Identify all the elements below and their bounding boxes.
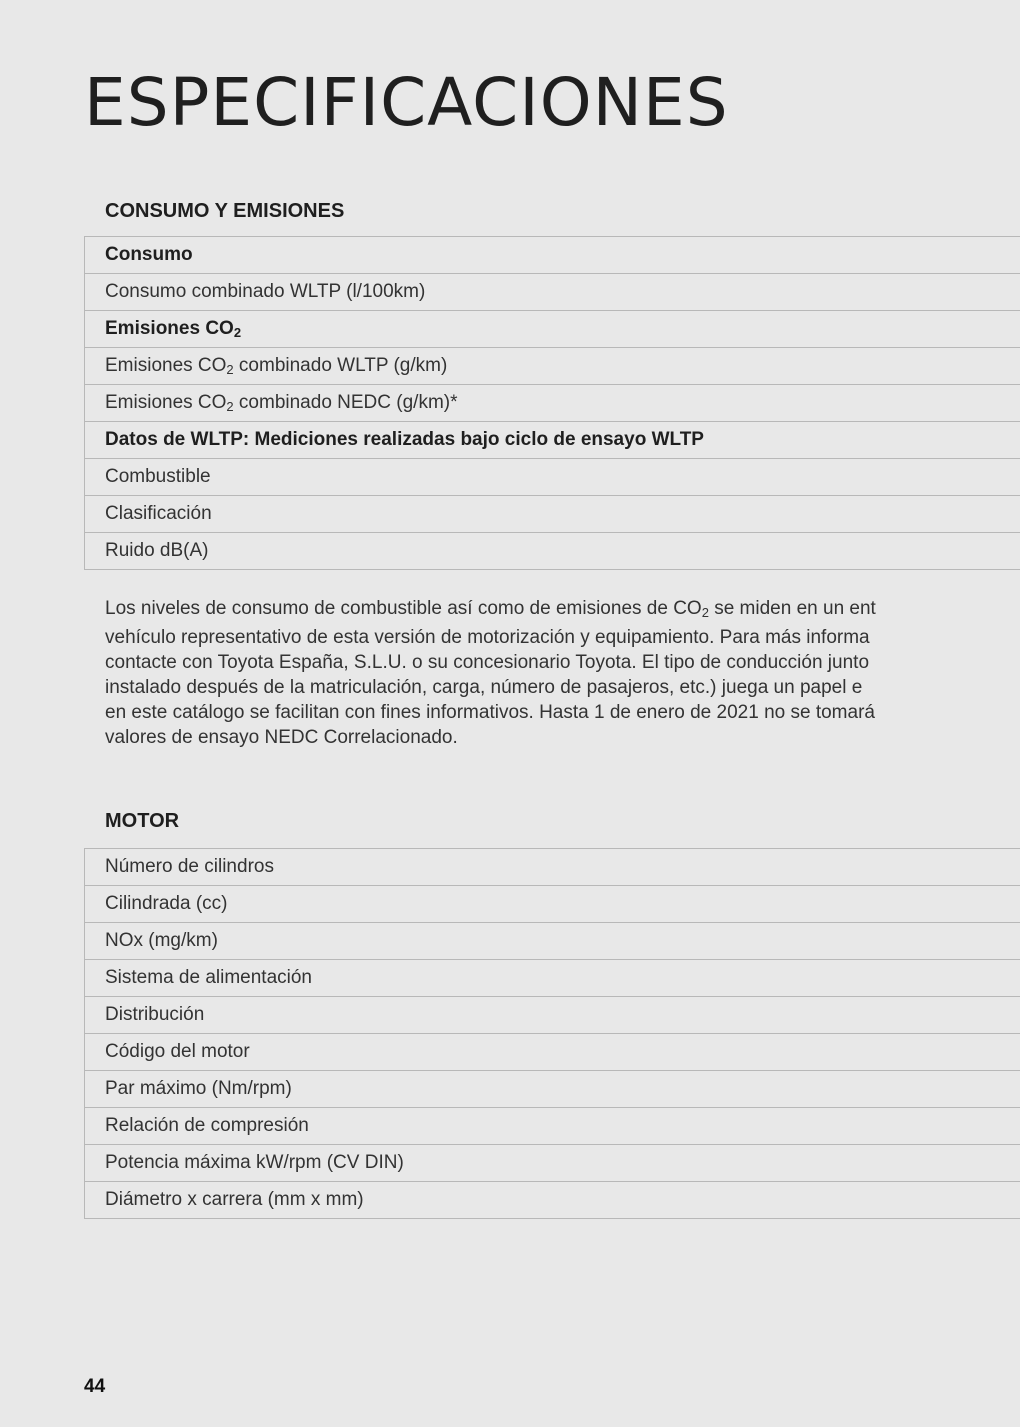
row-label: Potencia máxima kW/rpm (CV DIN) bbox=[105, 1152, 404, 1173]
note-text: Los niveles de consumo de combustible así como de emisiones de CO bbox=[105, 598, 702, 619]
row-label-suffix: combinado WLTP (g/km) bbox=[233, 355, 448, 376]
table-row bbox=[84, 1108, 1020, 1145]
section-heading-motor: MOTOR bbox=[105, 810, 180, 832]
page-number: 44 bbox=[84, 1376, 106, 1397]
row-label-prefix: Emisiones CO bbox=[105, 392, 227, 413]
row-label: Consumo bbox=[105, 244, 193, 265]
row-label-prefix: Emisiones CO bbox=[105, 318, 234, 339]
note-subscript: 2 bbox=[701, 605, 709, 620]
row-label-subscript: 2 bbox=[226, 399, 234, 414]
row-label: Par máximo (Nm/rpm) bbox=[105, 1078, 292, 1099]
table-row-consumo-combinado bbox=[84, 274, 1020, 311]
emissions-note bbox=[105, 596, 1020, 750]
section-heading-consumo-emisiones: CONSUMO Y EMISIONES bbox=[105, 200, 345, 222]
row-label bbox=[105, 318, 241, 340]
consumo-emisiones-table bbox=[84, 236, 1020, 570]
table-row bbox=[84, 1071, 1020, 1108]
note-text: vehículo representativo de esta versión de motorización y equipamiento. Para más informa bbox=[105, 627, 870, 648]
row-label-prefix: Emisiones CO bbox=[105, 355, 227, 376]
note-line bbox=[105, 700, 1020, 725]
row-label-subscript: 2 bbox=[233, 325, 242, 340]
table-row bbox=[84, 997, 1020, 1034]
note-text: contacte con Toyota España, S.L.U. o su concesionario Toyota. El tipo de conducción junto bbox=[105, 652, 870, 673]
note-text: se miden en un ent bbox=[708, 598, 876, 619]
table-row bbox=[84, 960, 1020, 997]
note-text: en este catálogo se facilitan con fines informativos. Hasta 1 de enero de 2021 no se tomará bbox=[105, 702, 875, 723]
row-label: Diámetro x carrera (mm x mm) bbox=[105, 1189, 364, 1210]
row-label: Cilindrada (cc) bbox=[105, 893, 228, 914]
row-label: Relación de compresión bbox=[105, 1115, 309, 1136]
row-label-subscript: 2 bbox=[226, 362, 234, 377]
motor-table bbox=[84, 848, 1020, 1219]
table-row-ruido bbox=[84, 533, 1020, 570]
note-text: instalado después de la matriculación, carga, número de pasajeros, etc.) juega un papel e bbox=[105, 677, 863, 698]
note-line bbox=[105, 650, 1020, 675]
row-label: Clasificación bbox=[105, 503, 212, 524]
table-row-consumo bbox=[84, 237, 1020, 274]
table-row-emisiones-wltp bbox=[84, 348, 1020, 385]
table-row bbox=[84, 1034, 1020, 1071]
table-row-clasificacion bbox=[84, 496, 1020, 533]
note-text: valores de ensayo NEDC Correlacionado. bbox=[105, 727, 458, 748]
row-label: Combustible bbox=[105, 466, 211, 487]
row-label-suffix: combinado NEDC (g/km)* bbox=[233, 392, 458, 413]
table-row-datos-wltp bbox=[84, 422, 1020, 459]
note-line bbox=[105, 675, 1020, 700]
row-label: Código del motor bbox=[105, 1041, 250, 1062]
table-row bbox=[84, 886, 1020, 923]
row-label: Número de cilindros bbox=[105, 856, 274, 877]
row-label: NOx (mg/km) bbox=[105, 930, 218, 951]
table-row bbox=[84, 1182, 1020, 1219]
note-line bbox=[105, 596, 1020, 625]
table-row bbox=[84, 849, 1020, 886]
table-row-combustible bbox=[84, 459, 1020, 496]
row-label: Sistema de alimentación bbox=[105, 967, 312, 988]
table-row bbox=[84, 1145, 1020, 1182]
note-line bbox=[105, 725, 1020, 750]
row-label: Consumo combinado WLTP (l/100km) bbox=[105, 281, 426, 302]
row-label: Datos de WLTP: Mediciones realizadas bajo ciclo de ensayo WLTP bbox=[105, 429, 704, 450]
table-row bbox=[84, 923, 1020, 960]
table-row-emisiones-nedc bbox=[84, 385, 1020, 422]
table-row-emisiones-co2 bbox=[84, 311, 1020, 348]
row-label: Distribución bbox=[105, 1004, 205, 1025]
page-title: ESPECIFICACIONES bbox=[84, 64, 729, 141]
row-label: Ruido dB(A) bbox=[105, 540, 209, 561]
row-label bbox=[105, 355, 447, 377]
note-line bbox=[105, 625, 1020, 650]
row-label bbox=[105, 392, 458, 414]
